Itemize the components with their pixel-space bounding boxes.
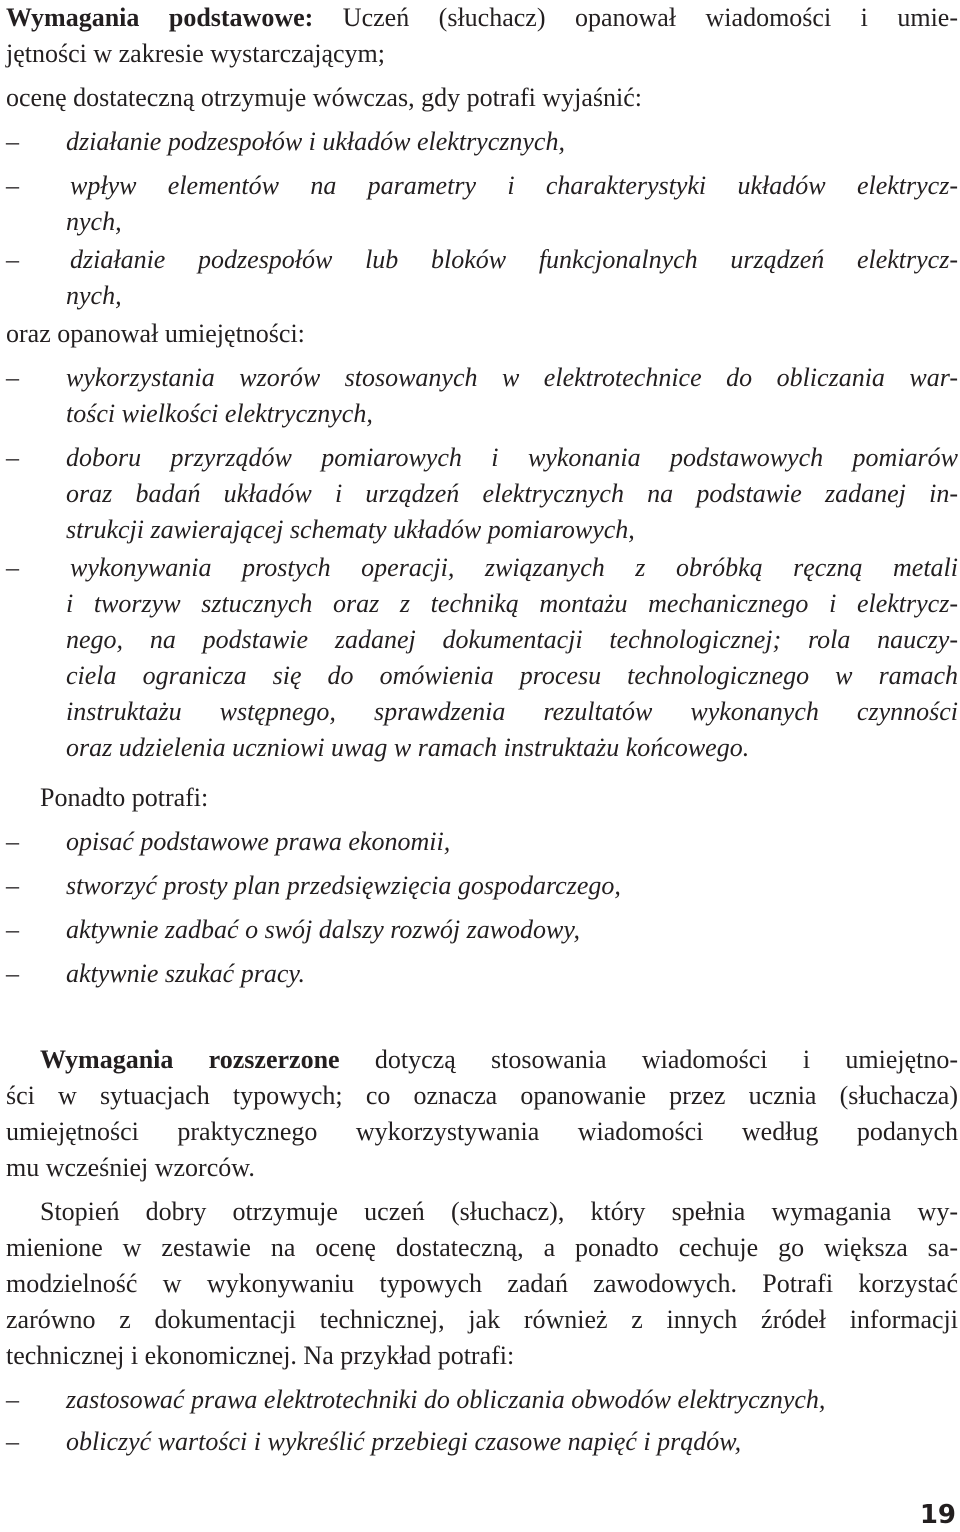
list-item: wpływ elementów na parametry i charakterystyki układów elektrycz- [70, 171, 958, 200]
list-item-cont: ciela ogranicza się do omówienia procesu technologicznego w ramach [66, 661, 958, 690]
dash-icon: – [6, 1427, 19, 1456]
extended-p2-line: modzielność w wykonywaniu typowych zadań zawodowych. Potrafi korzystać [6, 1269, 958, 1298]
dash-icon: – [6, 245, 19, 274]
extended-requirements-heading: Wymagania rozszerzone [40, 1045, 340, 1074]
list-item: obliczyć wartości i wykreślić przebiegi czasowe napięć i prądów, [66, 1427, 742, 1456]
dash-icon: – [6, 827, 19, 856]
list-item-cont: strukcji zawierającej schematy układów pomiarowych, [66, 515, 635, 544]
basic-requirements-heading: Wymagania podstawowe: [6, 3, 314, 32]
list-item: działanie podzespołów lub bloków funkcjonalnych urządzeń elektrycz- [70, 245, 958, 274]
list-item-cont: instruktażu wstępnego, sprawdzenia rezultatów wykonanych czynności [66, 697, 958, 726]
extended-p1-line-1: Wymagania rozszerzone dotyczą stosowania wiadomości i umiejętno- [40, 1045, 959, 1074]
extended-p1-line: ści w sytuacjach typowych; co oznacza opanowanie przez ucznia (słuchacza) [6, 1081, 958, 1110]
dash-icon: – [6, 443, 19, 472]
list-item-cont: oraz badań układów i urządzeń elektrycznych na podstawie zadanej in- [66, 479, 958, 508]
list-item-cont: i tworzyw sztucznych oraz z techniką montażu mechanicznego i elektrycz- [66, 589, 958, 618]
extended-p2-line: technicznej i ekonomicznej. Na przykład potrafi: [6, 1341, 515, 1370]
intro-line-2: jętności w zakresie wystarczającym; [6, 39, 385, 68]
extended-p2-line: Stopień dobry otrzymuje uczeń (słuchacz), który spełnia wymagania wy- [40, 1197, 958, 1226]
dash-icon: – [6, 1385, 19, 1414]
list-item: działanie podzespołów i układów elektrycznych, [66, 127, 565, 156]
dash-icon: – [6, 871, 19, 900]
list-item: wykorzystania wzorów stosowanych w elektrotechnice do obliczania war- [66, 363, 958, 392]
intro-line-3: ocenę dostateczną otrzymuje wówczas, gdy potrafi wyjaśnić: [6, 83, 643, 112]
list-item: doboru przyrządów pomiarowych i wykonania podstawowych pomiarów [66, 443, 958, 472]
list-item-cont: nych, [66, 207, 122, 236]
list-item: aktywnie szukać pracy. [66, 959, 305, 988]
list-item: wykonywania prostych operacji, związanych z obróbką ręczną metali [70, 553, 958, 582]
list-item-cont: nego, na podstawie zadanej dokumentacji technologicznej; rola nauczy- [66, 625, 958, 654]
extended-p2-line: mienione w zestawie na ocenę dostateczną, a ponadto cechuje go większa sa- [6, 1233, 958, 1262]
intro-line-1: Wymagania podstawowe: Uczeń (słuchacz) opanował wiadomości i umie- [6, 3, 959, 32]
dash-icon: – [6, 127, 19, 156]
dash-icon: – [6, 363, 19, 392]
dash-icon: – [6, 553, 19, 582]
skills-intro: oraz opanował umiejętności: [6, 319, 305, 348]
list-item: aktywnie zadbać o swój dalszy rozwój zawodowy, [66, 915, 580, 944]
more-intro: Ponadto potrafi: [40, 783, 209, 812]
list-item-cont: oraz udzielenia uczniowi uwag w ramach instruktażu końcowego. [66, 733, 750, 762]
list-item-cont: nych, [66, 281, 122, 310]
page-number: 19 [919, 1500, 956, 1530]
list-item-cont: tości wielkości elektrycznych, [66, 399, 373, 428]
dash-icon: – [6, 959, 19, 988]
list-item: opisać podstawowe prawa ekonomii, [66, 827, 451, 856]
list-item: zastosować prawa elektrotechniki do obliczania obwodów elektrycznych, [66, 1385, 826, 1414]
extended-p2-line: zarówno z dokumentacji technicznej, jak również z innych źródeł informacji [6, 1305, 958, 1334]
dash-icon: – [6, 171, 19, 200]
extended-p1-line: mu wcześniej wzorców. [6, 1153, 255, 1182]
list-item: stworzyć prosty plan przedsięwzięcia gospodarczego, [66, 871, 621, 900]
dash-icon: – [6, 915, 19, 944]
extended-p1-line: umiejętności praktycznego wykorzystywania wiadomości według podanych [6, 1117, 958, 1146]
